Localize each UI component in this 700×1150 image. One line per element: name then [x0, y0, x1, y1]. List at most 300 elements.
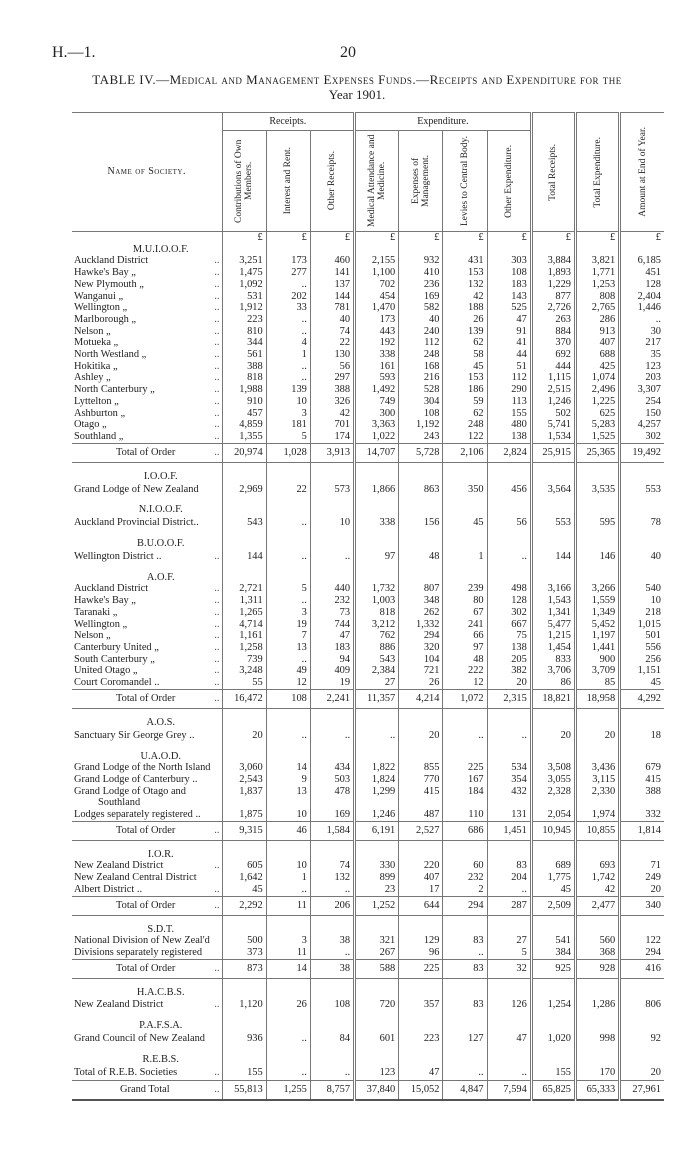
empty-cell — [399, 504, 443, 516]
value-cell: 928 — [576, 959, 620, 978]
value-cell: 702 — [355, 279, 399, 291]
value-cell: 32 — [487, 959, 531, 978]
value-cell: 123 — [355, 1066, 399, 1081]
value-cell: 303 — [487, 255, 531, 267]
value-cell: 368 — [576, 947, 620, 959]
empty-cell — [531, 849, 575, 861]
value-cell: 192 — [355, 337, 399, 349]
value-cell: 553 — [620, 482, 664, 496]
value-cell: 407 — [399, 872, 443, 884]
spacer-row — [72, 1046, 664, 1054]
value-cell: 1,492 — [355, 384, 399, 396]
empty-cell — [399, 1054, 443, 1066]
table-row — [72, 550, 664, 564]
value-cell: 42 — [576, 884, 620, 896]
value-cell: 5 — [266, 431, 310, 443]
value-cell: 808 — [576, 291, 620, 303]
empty-cell — [443, 462, 487, 471]
value-cell: 127 — [443, 1032, 487, 1046]
empty-cell — [355, 1054, 399, 1066]
leader-dots: .. — [214, 595, 220, 607]
value-cell: 74 — [310, 326, 354, 338]
empty-cell — [487, 1046, 531, 1054]
table-row — [72, 419, 664, 431]
society-name: Lyttelton „ .. — [74, 395, 220, 407]
empty-cell — [222, 978, 266, 987]
empty-cell — [355, 987, 399, 999]
value-cell: 10 — [620, 595, 664, 607]
empty-cell — [487, 244, 531, 256]
value-cell: 593 — [355, 372, 399, 384]
table-row — [72, 762, 664, 774]
value-cell: 14,707 — [355, 443, 399, 462]
empty-cell — [310, 244, 354, 256]
value-cell: 35 — [620, 349, 664, 361]
value-cell: 23 — [355, 884, 399, 896]
empty-cell — [487, 708, 531, 717]
value-cell: 137 — [310, 279, 354, 291]
society-name: National Division of New Zeal'd — [74, 935, 210, 947]
value-cell: 3 — [266, 935, 310, 947]
value-cell: 48 — [443, 654, 487, 666]
value-cell: 40 — [399, 314, 443, 326]
leader-dots: .. — [214, 606, 220, 618]
grand-total-label: Grand Total .. — [72, 1080, 222, 1100]
value-cell: 588 — [355, 959, 399, 978]
table-row — [72, 372, 664, 384]
table-title-line-2: Year 1901. — [328, 87, 386, 102]
total-label: Total of Order .. — [72, 959, 222, 978]
value-cell: 2,509 — [531, 896, 575, 915]
value-cell: 26 — [399, 677, 443, 689]
value-cell: 1,100 — [355, 267, 399, 279]
column-header-interest-rent: Interest and Rent. — [266, 131, 310, 232]
value-cell — [399, 797, 443, 809]
value-cell: 294 — [620, 947, 664, 959]
society-name: Grand Lodge of Canterbury .. — [74, 773, 198, 785]
value-cell: 42 — [443, 291, 487, 303]
value-cell: 67 — [443, 607, 487, 619]
value-cell: .. — [266, 550, 310, 564]
empty-cell — [443, 717, 487, 729]
value-cell: 487 — [399, 809, 443, 821]
value-cell: 155 — [222, 1066, 266, 1081]
value-cell: 248 — [399, 349, 443, 361]
empty-cell — [443, 1020, 487, 1032]
empty-cell — [310, 849, 354, 861]
empty-cell — [310, 471, 354, 483]
value-cell: 108 — [266, 689, 310, 708]
leader-dots: .. — [214, 618, 220, 630]
value-cell: 85 — [576, 677, 620, 689]
empty-cell — [310, 708, 354, 717]
value-cell: 531 — [222, 291, 266, 303]
value-cell: 1,441 — [576, 642, 620, 654]
empty-cell — [443, 538, 487, 550]
value-cell: 3,060 — [222, 762, 266, 774]
empty-cell — [443, 708, 487, 717]
empty-cell — [576, 1012, 620, 1020]
value-cell: 19 — [266, 619, 310, 631]
empty-cell — [443, 840, 487, 849]
empty-cell — [222, 244, 266, 256]
table-row — [72, 482, 664, 496]
value-cell: 10,945 — [531, 821, 575, 840]
empty-cell — [576, 708, 620, 717]
value-cell: 1,215 — [531, 630, 575, 642]
value-cell: 432 — [487, 786, 531, 798]
society-name: South Canterbury „ .. — [74, 653, 220, 665]
empty-cell — [355, 244, 399, 256]
empty-cell — [310, 978, 354, 987]
empty-cell — [222, 496, 266, 504]
unit-cell: £ — [266, 232, 310, 244]
table-row — [72, 935, 664, 947]
value-cell: 170 — [576, 1066, 620, 1081]
empty-cell — [620, 530, 664, 538]
empty-cell — [443, 1012, 487, 1020]
leader-dots: .. — [214, 583, 220, 595]
value-cell: 1,020 — [531, 1032, 575, 1046]
spacer-cell — [72, 743, 222, 751]
empty-cell — [487, 987, 531, 999]
value-cell: 998 — [576, 1032, 620, 1046]
society-name: Wellington District .. .. — [74, 550, 220, 562]
value-cell: 5 — [487, 947, 531, 959]
value-cell: .. — [310, 729, 354, 743]
value-cell: 26 — [266, 998, 310, 1012]
column-header-management: Expenses of Management. — [399, 131, 443, 232]
value-cell: 357 — [399, 998, 443, 1012]
empty-cell — [576, 1046, 620, 1054]
empty-cell — [487, 1020, 531, 1032]
value-cell: 1,822 — [355, 762, 399, 774]
value-cell: 5 — [266, 583, 310, 595]
value-cell: 2 — [443, 884, 487, 896]
table-row — [72, 786, 664, 798]
value-cell: 3,821 — [576, 255, 620, 267]
empty-cell — [266, 530, 310, 538]
section-heading-row — [72, 504, 664, 516]
empty-cell — [222, 530, 266, 538]
value-cell: .. — [443, 729, 487, 743]
table-row — [72, 884, 664, 896]
table-row — [72, 408, 664, 420]
empty-cell — [531, 572, 575, 584]
table-row — [72, 998, 664, 1012]
empty-cell — [399, 572, 443, 584]
section-heading: A.O.S. — [146, 716, 176, 728]
empty-cell — [443, 504, 487, 516]
empty-cell — [222, 1046, 266, 1054]
value-cell: .. — [620, 314, 664, 326]
value-cell: 138 — [487, 642, 531, 654]
value-cell: 2,155 — [355, 255, 399, 267]
value-cell: .. — [443, 1066, 487, 1081]
value-cell: 525 — [487, 302, 531, 314]
value-cell: .. — [266, 516, 310, 530]
leader-dots: .. — [214, 337, 220, 349]
empty-cell — [443, 987, 487, 999]
empty-cell — [443, 564, 487, 572]
table-row — [72, 665, 664, 677]
value-cell: 1,022 — [355, 431, 399, 443]
value-cell: 47 — [399, 1066, 443, 1081]
value-cell: 388 — [620, 786, 664, 798]
empty-cell — [531, 743, 575, 751]
unit-cell: £ — [355, 232, 399, 244]
value-cell: 10 — [266, 860, 310, 872]
value-cell: 2,330 — [576, 786, 620, 798]
value-cell: 91 — [487, 326, 531, 338]
value-cell: 1,311 — [222, 595, 266, 607]
section-heading-row — [72, 1020, 664, 1032]
empty-cell — [266, 915, 310, 924]
empty-cell — [310, 1054, 354, 1066]
empty-cell — [266, 924, 310, 936]
value-cell: 6,191 — [355, 821, 399, 840]
total-label: Total of Order .. — [72, 443, 222, 462]
empty-cell — [222, 849, 266, 861]
section-heading: N.I.O.O.F. — [138, 504, 183, 516]
empty-cell — [620, 1054, 664, 1066]
empty-cell — [620, 915, 664, 924]
leader-dots: .. — [214, 641, 220, 653]
value-cell: 3,307 — [620, 384, 664, 396]
value-cell: 33 — [266, 302, 310, 314]
value-cell: 560 — [576, 935, 620, 947]
table-row — [72, 349, 664, 361]
value-cell: 78 — [620, 516, 664, 530]
empty-cell — [487, 743, 531, 751]
value-cell: 8,757 — [310, 1080, 354, 1100]
table-row — [72, 809, 664, 821]
society-name: Marlborough „ .. — [74, 313, 220, 325]
empty-cell — [531, 978, 575, 987]
value-cell: 217 — [620, 337, 664, 349]
value-cell: 144 — [222, 550, 266, 564]
value-cell — [355, 797, 399, 809]
value-cell: 9,315 — [222, 821, 266, 840]
empty-cell — [531, 915, 575, 924]
empty-cell — [576, 743, 620, 751]
value-cell: 454 — [355, 291, 399, 303]
empty-cell — [443, 471, 487, 483]
table-row — [72, 677, 664, 689]
value-cell: 14 — [266, 959, 310, 978]
unit-cell: £ — [443, 232, 487, 244]
value-cell: 16,472 — [222, 689, 266, 708]
value-cell: 277 — [266, 267, 310, 279]
table-row — [72, 1066, 664, 1081]
value-cell: 528 — [399, 384, 443, 396]
value-cell: 112 — [487, 372, 531, 384]
empty-cell — [222, 1012, 266, 1020]
table-row — [72, 326, 664, 338]
empty-cell — [266, 1046, 310, 1054]
spacer-row — [72, 708, 664, 717]
value-cell: 818 — [355, 607, 399, 619]
section-heading: I.O.O.F. — [143, 470, 178, 482]
value-cell: 877 — [531, 291, 575, 303]
value-cell: 3,251 — [222, 255, 266, 267]
column-header-total-expenditure: Total Expenditure. — [576, 113, 620, 232]
document-reference: H.—1. — [52, 44, 96, 61]
value-cell: 84 — [310, 1032, 354, 1046]
value-cell: .. — [443, 947, 487, 959]
empty-cell — [399, 1046, 443, 1054]
value-cell: 139 — [443, 326, 487, 338]
value-cell: 184 — [443, 786, 487, 798]
value-cell: 131 — [487, 809, 531, 821]
value-cell: 2,765 — [576, 302, 620, 314]
value-cell: 2,824 — [487, 443, 531, 462]
value-cell: 3,115 — [576, 774, 620, 786]
leader-dots: .. — [214, 692, 220, 704]
value-cell: 1,246 — [355, 809, 399, 821]
value-cell: 71 — [620, 860, 664, 872]
society-name: North Westland „ .. — [74, 349, 220, 361]
empty-cell — [310, 538, 354, 550]
value-cell: 3,913 — [310, 443, 354, 462]
table-row — [72, 291, 664, 303]
value-cell: 304 — [399, 396, 443, 408]
value-cell: 22 — [266, 482, 310, 496]
section-heading: A.O.F. — [146, 571, 175, 583]
value-cell: 460 — [310, 255, 354, 267]
value-cell: .. — [266, 361, 310, 373]
empty-cell — [620, 717, 664, 729]
value-cell: 186 — [443, 384, 487, 396]
value-cell: 350 — [443, 482, 487, 496]
value-cell: 15,052 — [399, 1080, 443, 1100]
value-cell: 96 — [399, 947, 443, 959]
value-cell: 2,726 — [531, 302, 575, 314]
empty-cell — [531, 1046, 575, 1054]
value-cell: 332 — [620, 809, 664, 821]
value-cell: 123 — [620, 361, 664, 373]
value-cell: 297 — [310, 372, 354, 384]
value-cell: 1,092 — [222, 279, 266, 291]
empty-cell — [355, 978, 399, 987]
empty-cell — [266, 1012, 310, 1020]
value-cell: 1,775 — [531, 872, 575, 884]
value-cell: 169 — [310, 809, 354, 821]
empty-cell — [355, 572, 399, 584]
empty-cell — [399, 924, 443, 936]
value-cell: 2,515 — [531, 384, 575, 396]
value-cell: 20 — [487, 677, 531, 689]
value-cell: 183 — [487, 279, 531, 291]
spacer-cell — [72, 708, 222, 717]
value-cell: 855 — [399, 762, 443, 774]
society-name: Hokitika „ .. — [74, 360, 220, 372]
society-name: New Zealand District .. — [74, 999, 220, 1011]
value-cell: .. — [355, 729, 399, 743]
value-cell: 46 — [266, 821, 310, 840]
value-cell: 108 — [487, 267, 531, 279]
empty-cell — [443, 924, 487, 936]
value-cell: 416 — [620, 959, 664, 978]
expenses-table — [72, 112, 664, 1101]
value-cell: 3,709 — [576, 665, 620, 677]
value-cell: 1,252 — [355, 896, 399, 915]
value-cell: 42 — [310, 408, 354, 420]
value-cell: 18,958 — [576, 689, 620, 708]
empty-cell — [266, 538, 310, 550]
value-cell: 204 — [487, 872, 531, 884]
empty-cell — [355, 530, 399, 538]
society-name: Ashley „ .. — [74, 372, 220, 384]
empty-cell — [266, 978, 310, 987]
total-row — [72, 896, 664, 915]
empty-cell — [310, 496, 354, 504]
unit-cell: £ — [620, 232, 664, 244]
value-cell: 45 — [531, 884, 575, 896]
empty-cell — [443, 530, 487, 538]
value-cell: 457 — [222, 408, 266, 420]
empty-cell — [576, 924, 620, 936]
column-header-other-expenditure: Other Expenditure. — [487, 131, 531, 232]
empty-cell — [399, 244, 443, 256]
value-cell — [222, 797, 266, 809]
empty-cell — [222, 572, 266, 584]
value-cell: 1,349 — [576, 607, 620, 619]
empty-cell — [355, 1046, 399, 1054]
value-cell: 720 — [355, 998, 399, 1012]
value-cell: 1,475 — [222, 267, 266, 279]
value-cell: 222 — [443, 665, 487, 677]
value-cell: 218 — [620, 607, 664, 619]
table-row — [72, 302, 664, 314]
table-row — [72, 729, 664, 743]
empty-cell — [399, 530, 443, 538]
value-cell: 223 — [222, 314, 266, 326]
value-cell: 13 — [266, 786, 310, 798]
table-row — [72, 642, 664, 654]
spacer-cell — [72, 462, 222, 471]
value-cell: .. — [266, 654, 310, 666]
value-cell: 206 — [310, 896, 354, 915]
value-cell: 913 — [576, 326, 620, 338]
empty-cell — [443, 978, 487, 987]
value-cell: 543 — [355, 654, 399, 666]
value-cell: 501 — [620, 630, 664, 642]
value-cell: 25,915 — [531, 443, 575, 462]
table-row — [72, 1032, 664, 1046]
empty-cell — [531, 987, 575, 999]
value-cell: 556 — [620, 642, 664, 654]
value-cell: 344 — [222, 337, 266, 349]
empty-cell — [443, 1054, 487, 1066]
value-cell: 762 — [355, 630, 399, 642]
value-cell: 108 — [310, 998, 354, 1012]
value-cell: 573 — [310, 482, 354, 496]
value-cell: 2,054 — [531, 809, 575, 821]
society-name: Nelson „ .. — [74, 630, 220, 642]
value-cell — [531, 797, 575, 809]
society-name: Grand Lodge of New Zealand — [74, 483, 199, 495]
value-cell: .. — [266, 326, 310, 338]
value-cell: 40 — [310, 314, 354, 326]
value-cell: 65,825 — [531, 1080, 575, 1100]
value-cell: 5,741 — [531, 419, 575, 431]
value-cell: 1 — [443, 550, 487, 564]
value-cell: 220 — [399, 860, 443, 872]
empty-cell — [355, 743, 399, 751]
empty-cell — [443, 849, 487, 861]
value-cell: 5,283 — [576, 419, 620, 431]
